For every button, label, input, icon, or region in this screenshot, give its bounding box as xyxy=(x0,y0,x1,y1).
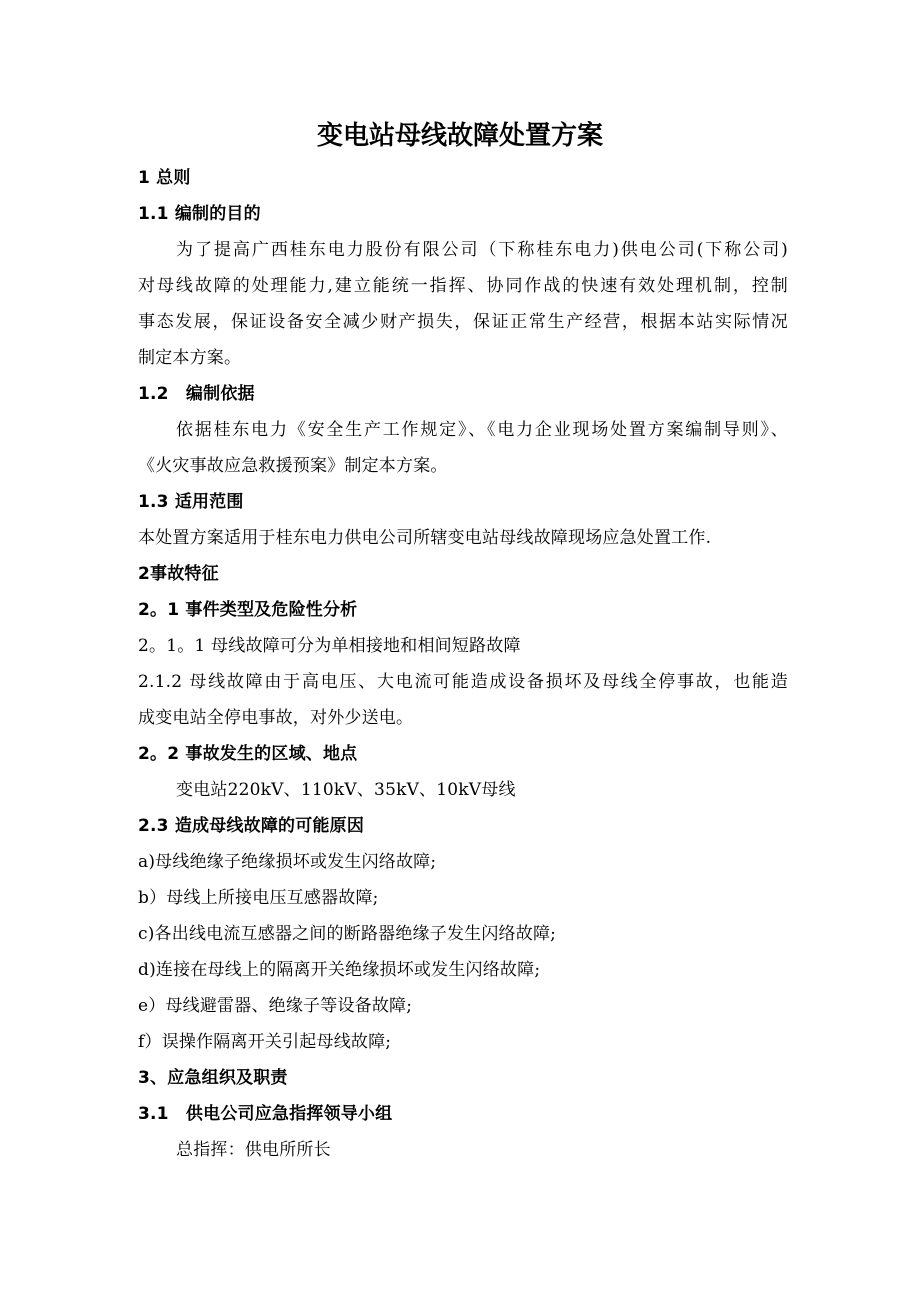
paragraph-line: 为了提高广西桂东电力股份有限公司（下称桂东电力)供电公司(下称公司) xyxy=(176,240,788,260)
section-heading: 1 总则 xyxy=(138,168,191,188)
section-heading: 1.3 适用范围 xyxy=(138,492,244,512)
section-heading: 2事故特征 xyxy=(138,564,219,584)
section-heading: 3、应急组织及职责 xyxy=(138,1068,288,1088)
paragraph-line: 2。1。1 母线故障可分为单相接地和相间短路故障 xyxy=(138,636,521,656)
paragraph-line: f）误操作隔离开关引起母线故障; xyxy=(138,1032,392,1052)
section-heading: 1.2 编制依据 xyxy=(138,384,255,404)
paragraph-line: a)母线绝缘子绝缘损坏或发生闪络故障; xyxy=(138,852,437,872)
paragraph-line: 事态发展，保证设备安全减少财产损失，保证正常生产经营，根据本站实际情况 xyxy=(138,312,788,332)
paragraph-line: 依据桂东电力《安全生产工作规定》、《电力企业现场处置方案编制导则》、 xyxy=(176,420,788,440)
paragraph-line: 成变电站全停电事故，对外少送电。 xyxy=(138,708,414,728)
paragraph-line: d)连接在母线上的隔离开关绝缘损坏或发生闪络故障; xyxy=(138,960,541,980)
paragraph-line: e）母线避雷器、绝缘子等设备故障; xyxy=(138,996,413,1016)
section-heading: 2。2 事故发生的区域、地点 xyxy=(138,744,358,764)
paragraph-line: 《火灾事故应急救援预案》制定本方案。 xyxy=(138,456,448,476)
paragraph-line: 变电站220kV、110kV、35kV、10kV母线 xyxy=(176,780,516,800)
section-heading: 1.1 编制的目的 xyxy=(138,204,261,224)
document-title: 变电站母线故障处置方案 xyxy=(316,121,603,151)
paragraph-line: b）母线上所接电压互感器故障; xyxy=(138,888,379,908)
section-heading: 2.3 造成母线故障的可能原因 xyxy=(138,816,365,836)
section-heading: 3.1 供电公司应急指挥领导小组 xyxy=(138,1104,393,1124)
paragraph-line: 制定本方案。 xyxy=(138,348,242,368)
paragraph-line: c)各出线电流互感器之间的断路器绝缘子发生闪络故障; xyxy=(138,924,557,944)
paragraph-line: 总指挥：供电所所长 xyxy=(176,1140,331,1160)
paragraph-line: 本处置方案适用于桂东电力供电公司所辖变电站母线故障现场应急处置工作. xyxy=(138,528,712,548)
section-heading: 2。1 事件类型及危险性分析 xyxy=(138,600,358,620)
paragraph-line: 对母线故障的处理能力,建立能统一指挥、协同作战的快速有效处理机制，控制 xyxy=(138,276,788,296)
document-body xyxy=(138,160,788,1168)
paragraph-line: 2.1.2 母线故障由于高电压、大电流可能造成设备损坏及母线全停事故，也能造 xyxy=(138,672,788,692)
